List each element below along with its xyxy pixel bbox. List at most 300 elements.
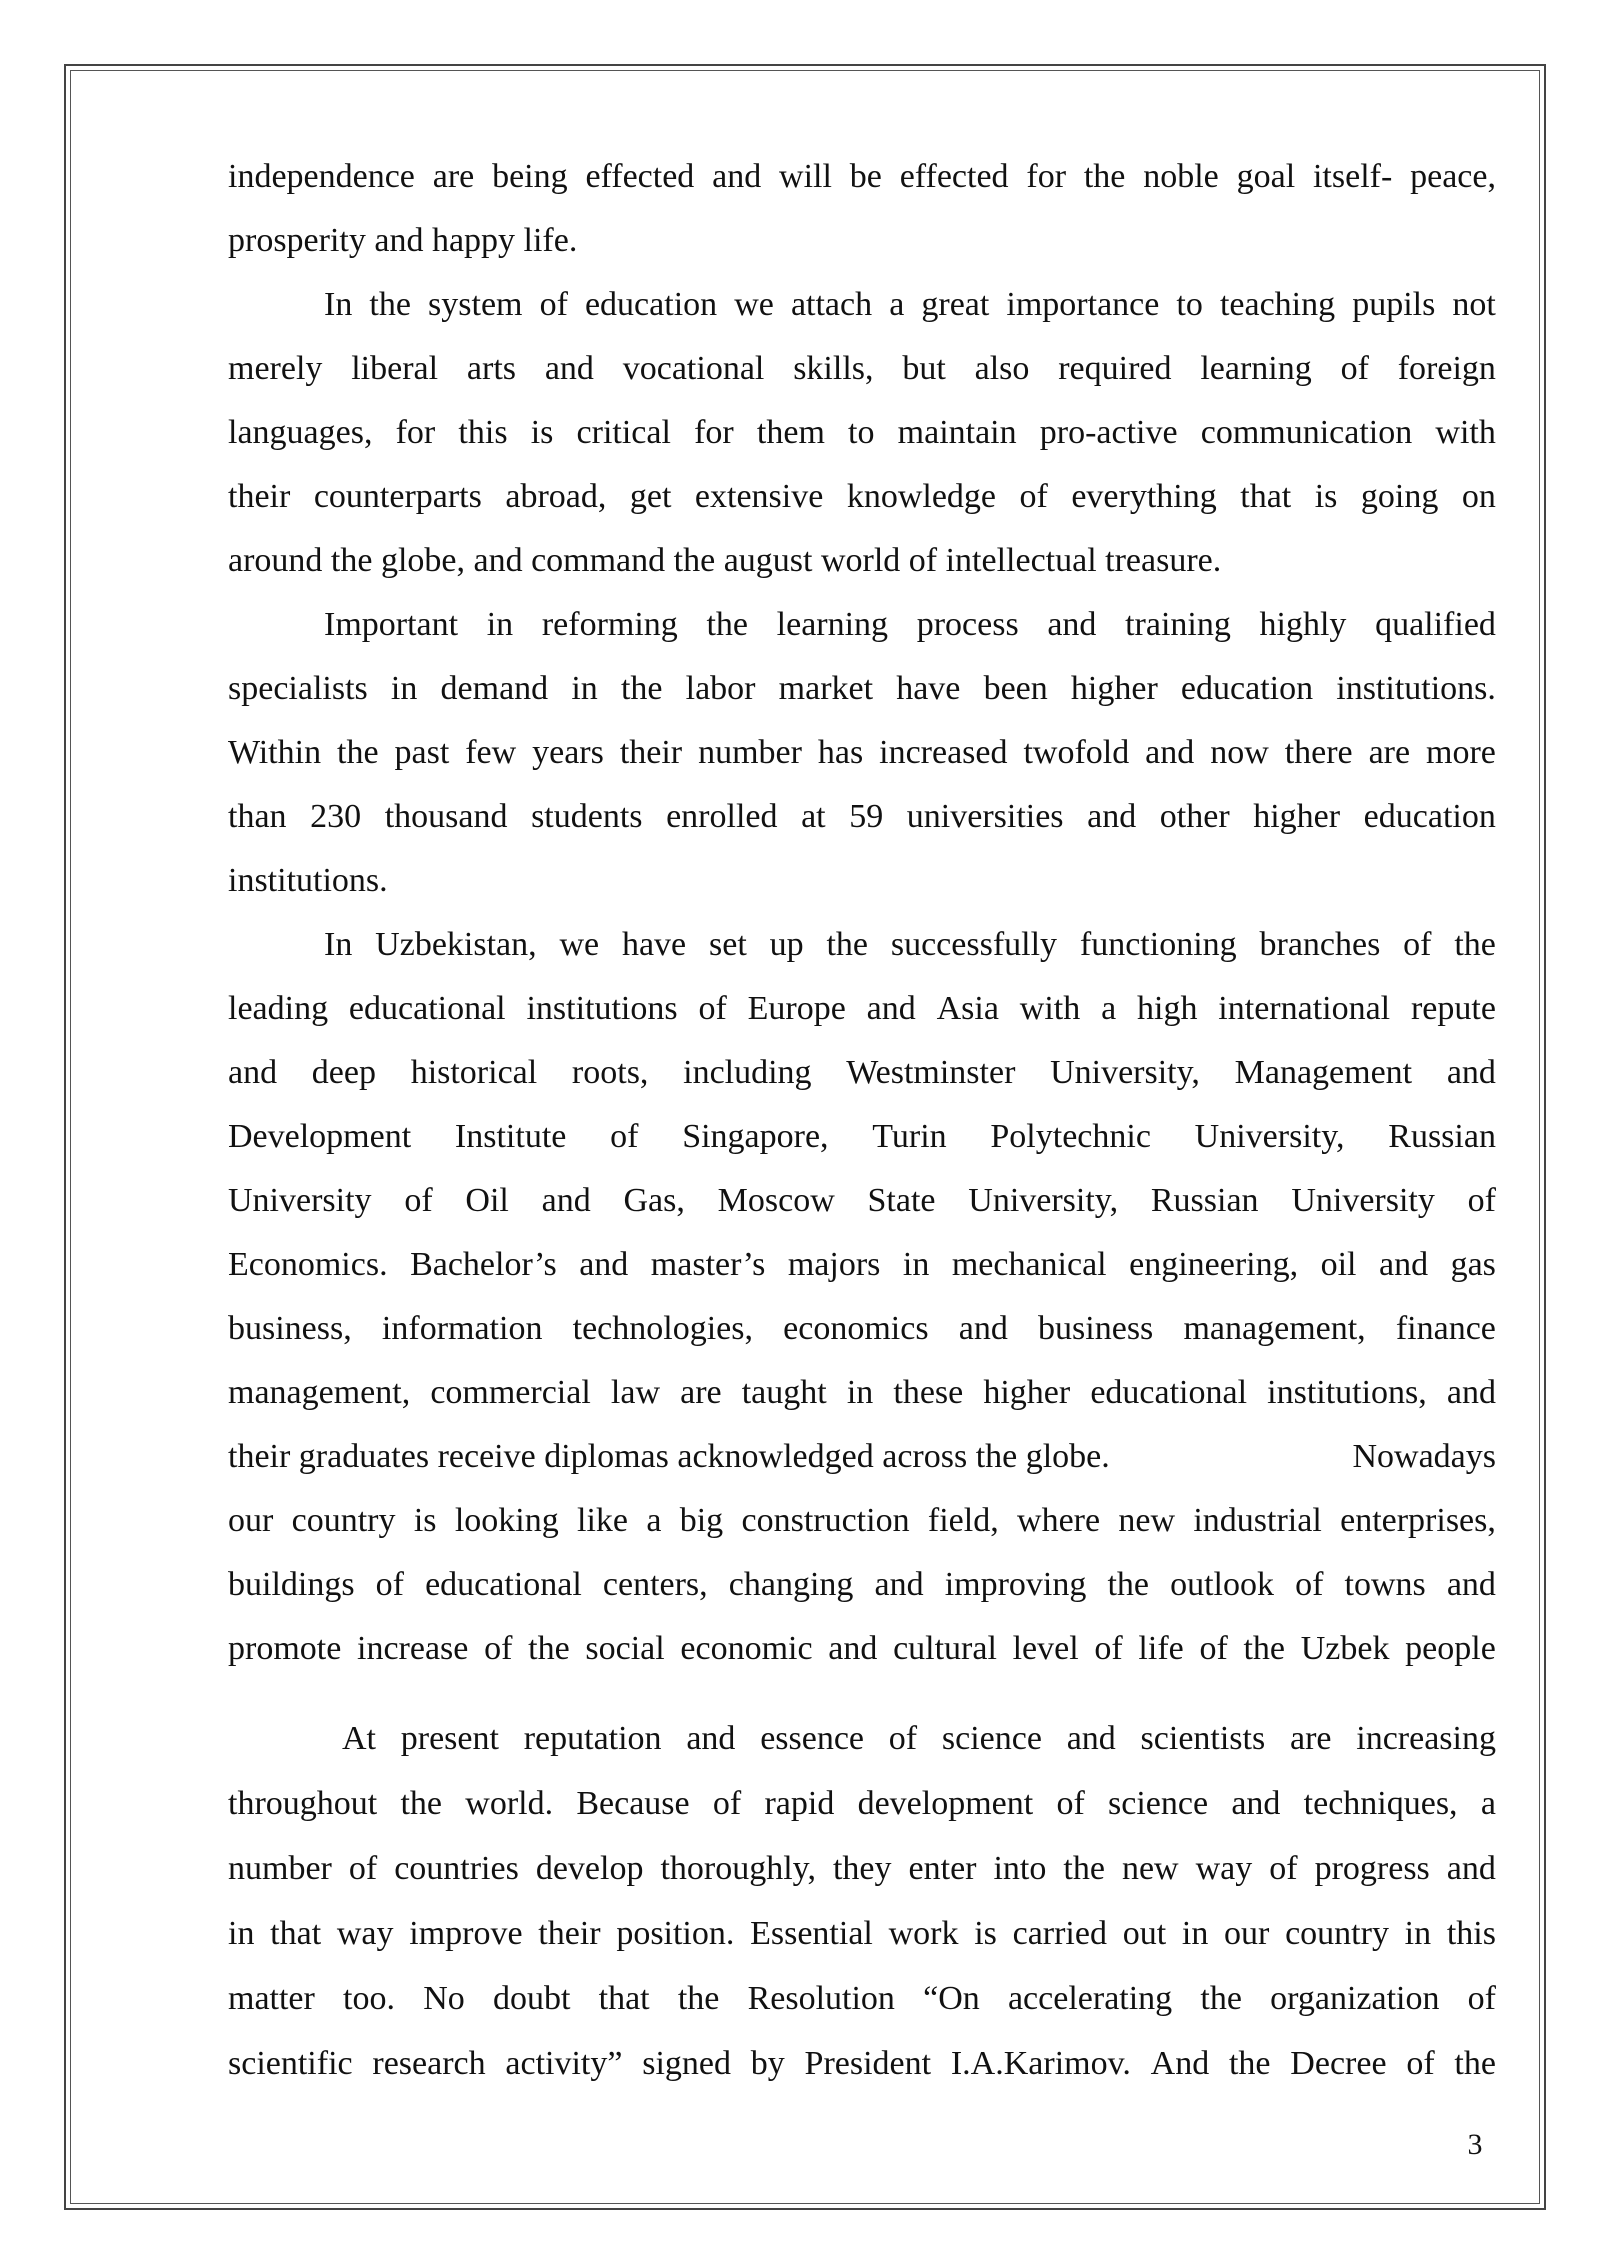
word: institutions. (1336, 670, 1496, 707)
word: highly (1259, 606, 1347, 643)
text-line (228, 785, 1496, 849)
text-line: around the globe, and command the august world of intellectual treasure. (228, 542, 1222, 579)
word: of (1467, 1980, 1496, 2017)
word: Russian (1150, 1182, 1259, 1219)
word: the (1200, 1980, 1242, 2017)
word: field, (927, 1502, 999, 1539)
word: University (228, 1182, 372, 1219)
word: the (620, 670, 663, 707)
word: is (1314, 478, 1338, 515)
word: critical (576, 414, 671, 451)
word: and (1446, 1850, 1496, 1887)
word: Development (228, 1118, 412, 1155)
word: merely (228, 350, 323, 387)
word: world. (465, 1785, 554, 1822)
word: and (228, 1054, 278, 1091)
word: Turin (872, 1118, 947, 1155)
word: are (432, 158, 475, 195)
text-line (228, 913, 1496, 977)
word: gas (1450, 1246, 1496, 1283)
word: foreign (1397, 350, 1496, 387)
word: economics (783, 1310, 929, 1347)
word: get (629, 478, 672, 515)
word: great (921, 286, 990, 323)
word: Decree (1290, 2045, 1387, 2082)
word: for (694, 414, 734, 451)
word: institutions, (1267, 1374, 1427, 1411)
word: University (1291, 1182, 1435, 1219)
word: independence (228, 158, 415, 195)
word: throughout (228, 1785, 378, 1822)
word: looking (454, 1502, 559, 1539)
text-line (228, 273, 1496, 337)
text-line (228, 1771, 1496, 1836)
word: At (342, 1720, 376, 1757)
text-line (228, 1041, 1496, 1105)
word: specialists (228, 670, 368, 707)
word: higher (983, 1374, 1071, 1411)
text-line (228, 977, 1496, 1041)
word: now (1210, 734, 1269, 771)
word: enrolled (666, 798, 778, 835)
word: universities (906, 798, 1064, 835)
word: required (1058, 350, 1172, 387)
word: number (228, 1850, 332, 1887)
word: knowledge (846, 478, 997, 515)
word: roots, (571, 1054, 649, 1091)
word: oil (1320, 1246, 1357, 1283)
word: educational (348, 990, 506, 1027)
word: is (413, 1502, 437, 1539)
word: this (458, 414, 508, 451)
word: by (750, 2045, 785, 2082)
word: out (1122, 1915, 1167, 1952)
word: thousand (384, 798, 508, 835)
word: management, (228, 1374, 411, 1411)
word: reputation (523, 1720, 662, 1757)
word: and (712, 158, 762, 195)
word: a (1480, 1785, 1496, 1822)
word: communication (1200, 414, 1413, 451)
text-fragment: their graduates receive diplomas acknowledged across the globe. (228, 1438, 1110, 1475)
word: and (866, 990, 916, 1027)
word: new (1118, 1502, 1176, 1539)
word: are (680, 1374, 722, 1411)
word: in (1181, 1915, 1209, 1952)
word: pro-active (1039, 414, 1178, 451)
text-line (228, 657, 1496, 721)
word: in (1404, 1915, 1432, 1952)
word: University, (968, 1182, 1119, 1219)
word: with (1435, 414, 1496, 451)
word: counterparts (313, 478, 482, 515)
word: is (530, 414, 554, 451)
word: extensive (694, 478, 824, 515)
word: languages, (228, 414, 373, 451)
word: in (571, 670, 598, 707)
word: business, (228, 1310, 352, 1347)
word: taught (741, 1374, 827, 1411)
word: cultural (893, 1630, 997, 1667)
word: not (1452, 286, 1496, 323)
word: Asia (936, 990, 999, 1027)
text-line (228, 337, 1496, 401)
word: the (337, 734, 379, 771)
word: scientists (1140, 1720, 1266, 1757)
word: education (1180, 670, 1314, 707)
word: way (1195, 1850, 1253, 1887)
word: centers, (602, 1566, 708, 1603)
word: education (1363, 798, 1496, 835)
word: maintain (897, 414, 1017, 451)
word: in (902, 1246, 930, 1283)
word: progress (1314, 1850, 1430, 1887)
word: of (1340, 350, 1369, 387)
word: repute (1410, 990, 1496, 1027)
word: outlook (1170, 1566, 1274, 1603)
word: importance (1006, 286, 1160, 323)
word: learning (1200, 350, 1312, 387)
word: will (779, 158, 832, 195)
word: and (874, 1566, 924, 1603)
word: law (610, 1374, 660, 1411)
word: we (559, 926, 600, 963)
text-line: institutions. (228, 862, 388, 899)
word: up (769, 926, 804, 963)
word: of (539, 286, 568, 323)
word: years (532, 734, 604, 771)
word: education (584, 286, 718, 323)
word: to (1176, 286, 1203, 323)
word: of (375, 1566, 404, 1603)
word: branches (1259, 926, 1381, 963)
word: “On (923, 1980, 980, 2017)
word: these (893, 1374, 964, 1411)
word: of (1403, 926, 1432, 963)
text-line (228, 1617, 1496, 1681)
word: teaching (1219, 286, 1336, 323)
word: of (1199, 1630, 1228, 1667)
text-line (228, 1361, 1496, 1425)
word: science (941, 1720, 1042, 1757)
word: management, (1183, 1310, 1366, 1347)
word: mechanical (951, 1246, 1107, 1283)
word: accelerating (1007, 1980, 1173, 2017)
word: the (369, 286, 411, 323)
text-line (228, 1553, 1496, 1617)
word: are (1289, 1720, 1332, 1757)
word: the (528, 1630, 570, 1667)
word: and (1446, 1054, 1496, 1091)
word: of (1056, 1785, 1085, 1822)
word: higher (1070, 670, 1158, 707)
word: our (1224, 1915, 1270, 1952)
word: have (621, 926, 687, 963)
word: Gas, (623, 1182, 685, 1219)
word: labor (685, 670, 756, 707)
word: big (679, 1502, 724, 1539)
word: a (1101, 990, 1117, 1027)
word: and (544, 350, 594, 387)
word: Europe (747, 990, 846, 1027)
word: master’s (650, 1246, 766, 1283)
body-text-block (228, 145, 1496, 1681)
word: doubt (492, 1980, 571, 2017)
word: students (531, 798, 643, 835)
word: where (1017, 1502, 1101, 1539)
word: learning (776, 606, 889, 643)
text-fragment: Nowadays (1352, 1438, 1496, 1475)
word: historical (410, 1054, 538, 1091)
word: Important (324, 606, 459, 643)
word: in (486, 606, 514, 643)
word: and (1231, 1785, 1281, 1822)
word: industrial (1193, 1502, 1322, 1539)
word: the (1454, 2045, 1496, 2082)
word: signed (642, 2045, 732, 2082)
word: Uzbek (1300, 1630, 1390, 1667)
word: going (1360, 478, 1439, 515)
word: of (348, 1850, 378, 1887)
text-line (228, 465, 1496, 529)
word: on (1461, 478, 1496, 515)
word: peace, (1410, 158, 1496, 195)
word: more (1426, 734, 1496, 771)
word: University, (1050, 1054, 1200, 1091)
word: Russian (1388, 1118, 1496, 1155)
word: of (1019, 478, 1048, 515)
text-line (228, 1836, 1496, 1901)
word: and (1446, 1374, 1496, 1411)
word: and (579, 1246, 629, 1283)
word: enterprises, (1340, 1502, 1496, 1539)
word: increase (357, 1630, 469, 1667)
word: technologies, (572, 1310, 753, 1347)
text-line (228, 1169, 1496, 1233)
word: finance (1395, 1310, 1496, 1347)
word: in (846, 1374, 874, 1411)
word: majors (787, 1246, 881, 1283)
text-line (228, 721, 1496, 785)
word: develop (535, 1850, 644, 1887)
word: and (541, 1182, 591, 1219)
word: pupils (1352, 286, 1436, 323)
word: development (857, 1785, 1034, 1822)
word: everything (1071, 478, 1217, 515)
word: of (484, 1630, 513, 1667)
word: being (492, 158, 568, 195)
word: level (1012, 1630, 1079, 1667)
word: demand (440, 670, 549, 707)
word: at (801, 798, 826, 835)
word: institutions (526, 990, 678, 1027)
text-line (228, 1425, 1496, 1489)
word: techniques, (1303, 1785, 1458, 1822)
word: and (1145, 734, 1195, 771)
word: carried (1012, 1915, 1107, 1952)
word: skills, (793, 350, 874, 387)
word: scientific (228, 2045, 353, 2082)
word: the (1454, 926, 1496, 963)
text-line (228, 593, 1496, 657)
word: number (698, 734, 802, 771)
word: of (1467, 1182, 1496, 1219)
word: Bachelor’s (410, 1246, 557, 1283)
word: promote (228, 1630, 342, 1667)
word: essence (760, 1720, 865, 1757)
word: of (404, 1182, 433, 1219)
word: to (848, 414, 875, 451)
word: effected (585, 158, 695, 195)
word: of (1269, 1850, 1298, 1887)
word: Essential (750, 1915, 873, 1952)
word: enter (908, 1850, 977, 1887)
word: Oil (465, 1182, 509, 1219)
word: their (228, 478, 291, 515)
word: the (1228, 2045, 1271, 2082)
text-line (228, 145, 1496, 209)
word: Westminster (846, 1054, 1016, 1091)
word: In (324, 926, 353, 963)
word: educational (425, 1566, 582, 1603)
word: Singapore, (682, 1118, 829, 1155)
page-number: 3 (1467, 2128, 1483, 2161)
word: arts (466, 350, 516, 387)
word: higher (1253, 798, 1341, 835)
word: the (1243, 1630, 1286, 1667)
text-line (228, 1297, 1496, 1361)
word: vocational (622, 350, 765, 387)
word: I.A.Karimov. (950, 2045, 1131, 2082)
word: research (372, 2045, 486, 2082)
word: And (1150, 2045, 1210, 2082)
word: and (1047, 606, 1097, 643)
word: thoroughly, (660, 1850, 816, 1887)
word: Uzbekistan, (375, 926, 537, 963)
word: Resolution (747, 1980, 895, 2017)
word: there (1284, 734, 1353, 771)
word: Institute (454, 1118, 567, 1155)
word: and (828, 1630, 878, 1667)
word: them (756, 414, 825, 451)
word: system (428, 286, 523, 323)
word: few (465, 734, 517, 771)
word: improving (944, 1566, 1087, 1603)
word: including (683, 1054, 812, 1091)
word: 59 (849, 798, 884, 835)
word: international (1218, 990, 1391, 1027)
word: people (1405, 1630, 1496, 1667)
word: the (1107, 1566, 1149, 1603)
word: that (1240, 478, 1292, 515)
word: work (888, 1915, 959, 1952)
word: of (610, 1118, 639, 1155)
word: the (706, 606, 748, 643)
word: present (400, 1720, 499, 1757)
word: the (826, 926, 869, 963)
word: they (832, 1850, 892, 1887)
word: Management (1234, 1054, 1413, 1091)
word: and (1446, 1566, 1496, 1603)
word: No (423, 1980, 465, 2017)
word: buildings (228, 1566, 355, 1603)
word: like (577, 1502, 629, 1539)
word: towns (1344, 1566, 1426, 1603)
word: their (619, 734, 683, 771)
word: functioning (1079, 926, 1237, 963)
text-line (228, 1966, 1496, 2031)
word: high (1137, 990, 1198, 1027)
word: and (958, 1310, 1008, 1347)
word: market (778, 670, 874, 707)
word: successfully (890, 926, 1058, 963)
word: information (381, 1310, 543, 1347)
word: of (698, 990, 727, 1027)
word: been (983, 670, 1048, 707)
word: way (336, 1915, 394, 1952)
word: past (394, 734, 450, 771)
word: President (804, 2045, 932, 2082)
word: with (1019, 990, 1081, 1027)
word: a (646, 1502, 662, 1539)
word: for (395, 414, 436, 451)
word: position. (616, 1915, 735, 1952)
word: countries (394, 1850, 519, 1887)
word: life (1138, 1630, 1184, 1667)
word: our (228, 1502, 274, 1539)
word: the (1063, 1850, 1105, 1887)
word: commercial (430, 1374, 591, 1411)
word: rapid (764, 1785, 835, 1822)
word: State (867, 1182, 936, 1219)
word: and (1378, 1246, 1429, 1283)
word: of (1295, 1566, 1324, 1603)
word: country (291, 1502, 396, 1539)
word: Within (228, 734, 322, 771)
word: social (585, 1630, 665, 1667)
word: attach (790, 286, 873, 323)
word: 230 (310, 798, 362, 835)
word: matter (228, 1980, 315, 2017)
word: the (677, 1980, 720, 2017)
word: we (734, 286, 774, 323)
body-text-block (228, 1706, 1496, 2096)
word: too. (343, 1980, 395, 2017)
word: this (1446, 1915, 1496, 1952)
word: is (974, 1915, 997, 1952)
text-line (228, 401, 1496, 465)
word: that (598, 1980, 650, 2017)
text-line (228, 1489, 1496, 1553)
word: itself- (1312, 158, 1393, 195)
word: new (1121, 1850, 1179, 1887)
word: increasing (1356, 1720, 1496, 1757)
word: that (270, 1915, 322, 1952)
word: and (1087, 798, 1137, 835)
word: educational (1090, 1374, 1248, 1411)
word: leading (228, 990, 329, 1027)
word: University, (1194, 1118, 1345, 1155)
word: of (1094, 1630, 1123, 1667)
word: of (712, 1785, 742, 1822)
word: construction (741, 1502, 910, 1539)
text-line (228, 1233, 1496, 1297)
word: of (1406, 2045, 1435, 2082)
word: noble (1143, 158, 1219, 195)
word: in (228, 1915, 255, 1952)
word: goal (1236, 158, 1296, 195)
word: liberal (351, 350, 439, 387)
